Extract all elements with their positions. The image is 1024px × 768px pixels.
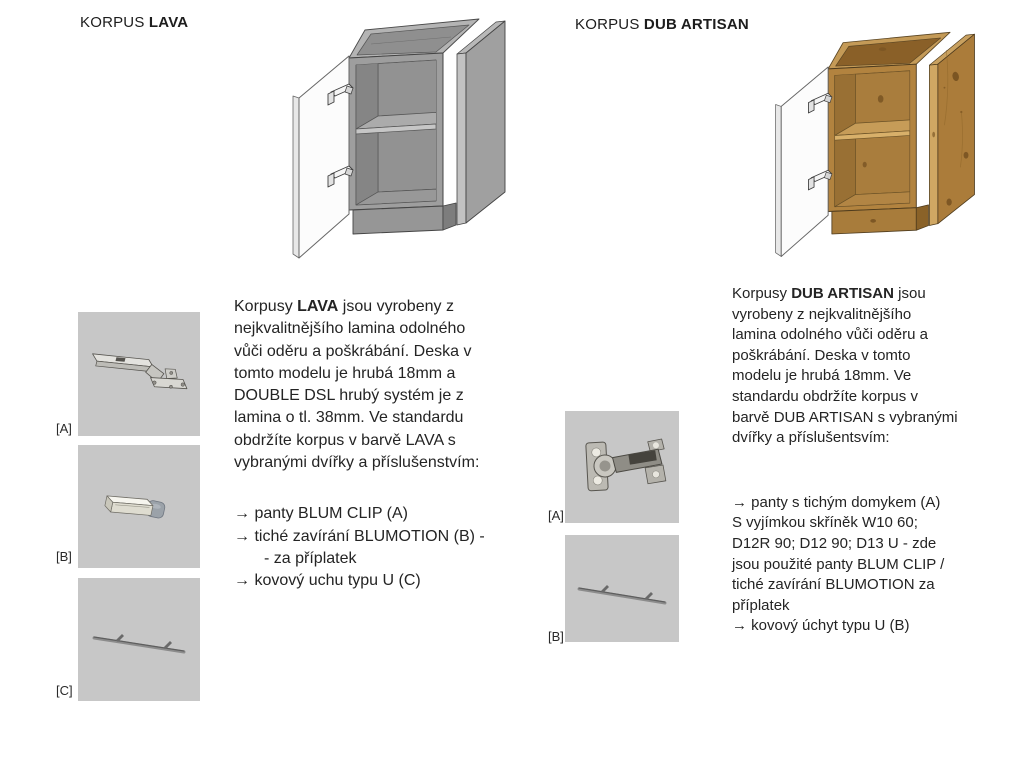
cabinet-lava-illustration bbox=[285, 8, 530, 271]
bullet-line: tiché zavírání BLUMOTION za bbox=[732, 576, 935, 594]
text-segment: Korpusy bbox=[234, 298, 298, 315]
bullet-line: - za příplatek bbox=[264, 549, 357, 567]
text-line: DOUBLE DSL hrubý systém je z bbox=[234, 387, 464, 405]
heading-lava-bold: LAVA bbox=[148, 14, 189, 31]
text-line: modelu je hrubá 18mm. Ve bbox=[732, 367, 912, 385]
text-line bbox=[234, 296, 534, 318]
bullet-line: → tiché zavírání BLUMOTION (B) - bbox=[234, 527, 485, 545]
text-line: poškrábání. Deska v tomto bbox=[732, 346, 911, 364]
text-line: vůči oděru a poškrábání. Deska v bbox=[234, 342, 472, 360]
bullet-line: D12R 90; D12 90; D13 U - zde bbox=[732, 534, 937, 552]
text-segment-bold: LAVA bbox=[297, 298, 339, 315]
bullet-line: S vyjímkou skříněk W10 60; bbox=[732, 514, 918, 532]
blum-clip-hinge-icon bbox=[78, 312, 200, 436]
text-line: barvě DUB ARTISAN s vybranými bbox=[732, 408, 958, 426]
cabinet-dub-drawing bbox=[768, 22, 998, 264]
label-a-left: [A] bbox=[56, 421, 72, 436]
heading-lava-prefix: KORPUS bbox=[80, 14, 149, 31]
text-line: obdržíte korpus v barvě LAVA s bbox=[234, 431, 456, 449]
cabinet-lava-drawing bbox=[285, 8, 530, 266]
text-line: standardu obdržíte korpus v bbox=[732, 387, 918, 405]
bullet-line: → kovový úchyt typu U (B) bbox=[732, 617, 910, 635]
blumotion-damper-icon bbox=[78, 445, 200, 568]
label-a-right: [A] bbox=[548, 508, 564, 523]
heading-dub-bold: DUB ARTISAN bbox=[643, 16, 749, 33]
text-segment: Korpusy bbox=[732, 285, 792, 302]
lava-bullet-list bbox=[234, 503, 534, 592]
bullet-line: jsou použité panty BLUM CLIP / bbox=[732, 555, 945, 573]
text-segment: jsou vyrobeny z bbox=[338, 298, 454, 315]
dub-artisan-description bbox=[732, 284, 977, 637]
heading-korpus-dub-artisan bbox=[575, 16, 749, 33]
bullet-line: → panty s tichým domykem (A) bbox=[732, 493, 941, 511]
text-line: nejkvalitnějšího lamina odolného bbox=[234, 320, 466, 338]
text-line: lamina o tl. 38mm. Ve standardu bbox=[234, 409, 464, 427]
bullet-line: → kovový uchu typu U (C) bbox=[234, 572, 421, 590]
u-handle-icon bbox=[78, 578, 200, 701]
label-c-left: [C] bbox=[56, 683, 73, 698]
hinge-image-blum-clip bbox=[78, 312, 200, 436]
text-segment-bold: DUB ARTISAN bbox=[791, 285, 894, 302]
handle-image-u-left bbox=[78, 578, 200, 701]
text-segment: jsou bbox=[893, 285, 926, 302]
text-line: lamina odolného vůči oděru a bbox=[732, 326, 928, 344]
text-line: tomto modelu je hrubá 18mm a bbox=[234, 364, 456, 382]
dub-bullet-list bbox=[732, 493, 977, 637]
bullet-line: příplatek bbox=[732, 596, 790, 614]
heading-dub-prefix: KORPUS bbox=[575, 16, 644, 33]
damper-image-blumotion bbox=[78, 445, 200, 568]
bullet-line: → panty BLUM CLIP (A) bbox=[234, 505, 408, 523]
label-b-left: [B] bbox=[56, 549, 72, 564]
handle-image-u-right bbox=[565, 535, 679, 642]
cabinet-dub-artisan-illustration bbox=[768, 22, 998, 269]
lava-description bbox=[234, 296, 534, 593]
text-line bbox=[732, 284, 977, 305]
label-b-right: [B] bbox=[548, 629, 564, 644]
text-line: vyrobeny z nejkvalitnějšího bbox=[732, 305, 912, 323]
text-line: vybranými dvířky a příslušenstvím: bbox=[234, 454, 480, 472]
soft-close-hinge-icon bbox=[565, 411, 679, 523]
hinge-image-soft-close bbox=[565, 411, 679, 523]
heading-korpus-lava bbox=[80, 14, 188, 31]
text-line: dvířky a příslušentsvím: bbox=[732, 429, 890, 447]
u-handle-icon bbox=[565, 535, 679, 642]
